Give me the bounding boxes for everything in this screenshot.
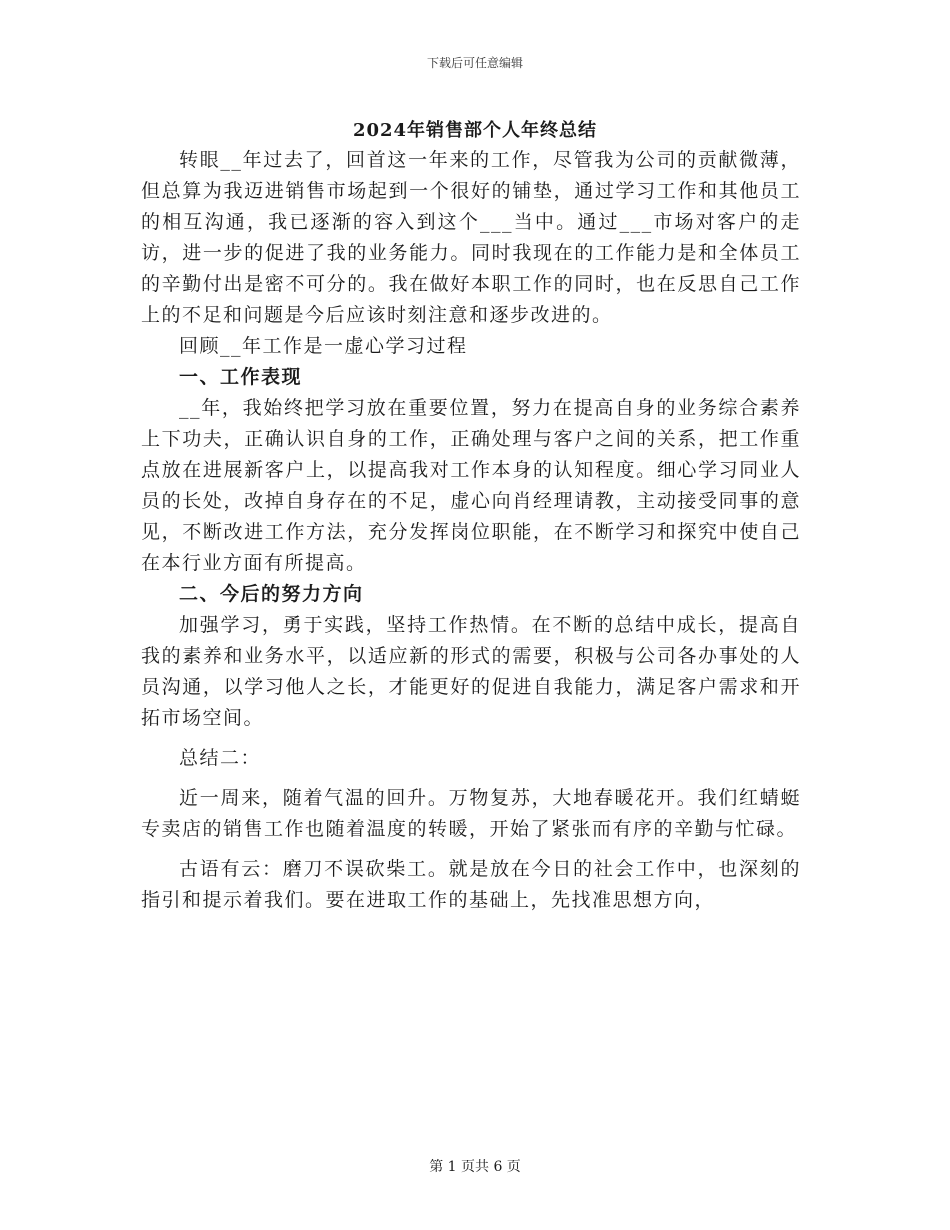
section-heading-future-direction: 二、今后的努力方向	[179, 583, 364, 605]
paragraph-recent-week: 近一周来，随着气温的回升。万物复苏，大地春暖花开。我们红蜻蜓专卖店的销售工作也随着温度的转暖，开始了紧张而有序的辛勤与忙碌。	[141, 787, 801, 840]
paragraph-intro: 转眼__年过去了，回首这一年来的工作，尽管我为公司的贡献微薄，但总算为我迈进销售市场起到一个很好的铺垫，通过学习工作和其他员工的相互沟通，我已逐渐的容入到这个___当中。通过___市场对客户的走访，进一步的促进了我的业务能力。同时我现在的工作能力是和全体员工的辛勤付出是密不可分的。我在做好本职工作的同时，也在反思自己工作上的不足和问题是今后应该时刻注意和逐步改进的。	[141, 149, 801, 326]
paragraph-proverb: 古语有云：磨刀不误砍柴工。就是放在今日的社会工作中，也深刻的指引和提示着我们。要在进取工作的基础上，先找准思想方向，	[141, 858, 801, 911]
paragraph-review: 回顾__年工作是一虚心学习过程	[179, 335, 468, 357]
document-title: 2024年销售部个人年终总结	[352, 120, 598, 141]
section-heading-work-performance: 一、工作表现	[179, 366, 303, 388]
document-body	[141, 145, 801, 916]
page-number-footer: 第 1 页共 6 页	[429, 1159, 521, 1175]
paragraph-future-direction: 加强学习，勇于实践，坚持工作热情。在不断的总结中成长，提高自我的素养和业务水平，以适应新的形式的需要，积极与公司各办事处的人员沟通，以学习他人之长，才能更好的促进自我能力，满足客户需求和开拓市场空间。	[141, 614, 801, 729]
paragraph-work-performance: __年，我始终把学习放在重要位置，努力在提高自身的业务综合素养上下功夫，正确认识自身的工作，正确处理与客户之间的关系，把工作重点放在进展新客户上，以提高我对工作本身的认知程度。细心学习同业人员的长处，改掉自身存在的不足，虚心向肖经理请教，主动接受同事的意见，不断改进工作方法，充分发挥岗位职能，在不断学习和探究中使自己在本行业方面有所提高。	[141, 397, 801, 574]
paragraph-summary-two-label: 总结二：	[179, 747, 262, 769]
header-note: 下载后可任意编辑	[426, 56, 523, 70]
